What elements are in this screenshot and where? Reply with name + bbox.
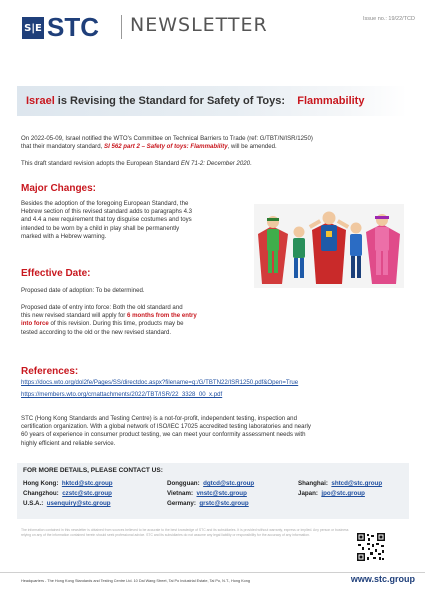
about-stc bbox=[21, 415, 413, 448]
contact-shanghai bbox=[298, 480, 382, 487]
contact-email-link[interactable]: shtcd@stc.group bbox=[331, 480, 383, 487]
article-title bbox=[26, 95, 364, 107]
force-text-2: of this revision. During this time, products may be bbox=[48, 320, 184, 328]
contact-city: Shanghai: bbox=[298, 480, 328, 487]
intro-text-end: , will be amended. bbox=[227, 143, 277, 151]
contact-usa bbox=[23, 500, 111, 507]
reference-link-wto-doc[interactable]: https://docs.wto.org/dol2fe/Pages/SS/directdoc.aspx?filename=q:/G/TBTN22/ISR1250.pdf&Open=True bbox=[21, 379, 299, 386]
intro-standard: SI 562 part 2 – Safety of toys: Flammability bbox=[104, 143, 228, 151]
footer-address: Headquarters - The Hong Kong Standards and Testing Centre Ltd. 10 Dai Wang Street, Tai Po Industrial Estate, Tai Po, N.T., Hong Kong bbox=[21, 579, 251, 583]
about-line: STC (Hong Kong Standards and Testing Centre) is a not-for-profit, independent testing, inspection and bbox=[21, 415, 297, 422]
newsletter-title: NEWSLETTER bbox=[130, 14, 268, 36]
intro-paragraph-2 bbox=[21, 160, 411, 168]
footer-divider bbox=[0, 572, 425, 573]
contact-city: Germany: bbox=[167, 500, 196, 507]
contact-email-link[interactable]: hktcd@stc.group bbox=[61, 480, 113, 487]
about-line: 60 years of experience in consumer product testing, we can meet your conformity assessment needs with bbox=[21, 431, 306, 439]
force-line-1: Proposed date of entry into force: Both the old standard and bbox=[21, 304, 183, 311]
title-country: Israel bbox=[26, 95, 55, 107]
force-period: 6 months from the entry bbox=[127, 312, 197, 320]
contact-email-link[interactable]: grstc@stc.group bbox=[199, 500, 249, 507]
effective-date-heading: Effective Date: bbox=[21, 268, 91, 279]
page-header bbox=[0, 0, 425, 48]
adoption-date: Proposed date of adoption: To be determined. bbox=[21, 287, 145, 294]
contact-city: Japan: bbox=[298, 490, 318, 497]
intro-p2-end: . bbox=[250, 160, 252, 167]
contact-email-link[interactable]: czstc@stc.group bbox=[62, 490, 112, 497]
intro-p2-standard: EN 71-2: December 2020 bbox=[180, 160, 250, 167]
major-line: intended to be worn by a child in play shall be permanently bbox=[21, 224, 180, 232]
contact-city: Changzhou: bbox=[23, 490, 59, 497]
force-line-3 bbox=[21, 320, 261, 328]
issue-number: Issue no.: 19/22/TCD bbox=[363, 16, 415, 22]
about-line: certification organization. With a global network of ISO/IEC 17025 accredited testing laboratories and nearly bbox=[21, 423, 311, 431]
contact-email-link[interactable]: jpo@stc.group bbox=[321, 490, 365, 497]
intro-p2-text: This draft standard revision adopts the European Standard bbox=[21, 160, 181, 167]
contact-title: FOR MORE DETAILS, PLEASE CONTACT US: bbox=[23, 467, 163, 474]
major-line: Hebrew section of this revised standard adds to paragraphs 4.3 bbox=[21, 208, 193, 216]
contact-japan bbox=[298, 490, 365, 497]
contact-germany bbox=[167, 500, 249, 507]
intro-line-2 bbox=[21, 143, 411, 151]
children-costumes-photo bbox=[254, 204, 404, 288]
contact-city: Vietnam: bbox=[167, 490, 194, 497]
force-text: this new revised standard will apply for bbox=[21, 312, 128, 320]
stc-logo-text: STC bbox=[47, 12, 99, 42]
contact-vietnam bbox=[167, 490, 247, 497]
disclaimer-text: The information contained in this newsletter is obtained from sources believed to be accurate to the best knowledge of STC and its subsidiaries. It is provided without warranty, express or implied. Any person or business relying on any of the information contained herein should seek professional advice. STC and its subsidiaries do not assume any legal liability or responsibility for the accuracy of any information. bbox=[21, 528, 349, 537]
contact-city: Hong Kong: bbox=[23, 480, 59, 487]
about-line: highly efficient and reliable service. bbox=[21, 439, 116, 447]
title-middle: is Revising the Standard for Safety of Toys: bbox=[54, 95, 285, 107]
qr-code-icon bbox=[356, 532, 386, 562]
intro-line-1: On 2022-05-09, Israel notified the WTO's Committee on Technical Barriers to Trade (ref: G/TBT/N/ISR/1250) bbox=[21, 135, 313, 142]
title-topic: Flammability bbox=[297, 95, 365, 107]
stc-logo-mark: S|E bbox=[22, 17, 44, 39]
contact-email-link[interactable]: dgtcd@stc.group bbox=[203, 480, 255, 487]
intro-paragraph-1 bbox=[21, 135, 411, 151]
intro-text: that their mandatory standard, bbox=[21, 143, 104, 151]
entry-into-force bbox=[21, 304, 261, 337]
header-divider bbox=[121, 15, 122, 39]
force-line-2 bbox=[21, 312, 261, 320]
major-line: Besides the adoption of the foregoing European Standard, the bbox=[21, 200, 189, 207]
contact-hong-kong bbox=[23, 480, 113, 487]
major-line: and 4.4 a new requirement that toy disguise costumes and toys bbox=[21, 216, 192, 224]
major-line: marked with a Hebrew warning. bbox=[21, 232, 107, 240]
references-heading: References: bbox=[21, 366, 79, 377]
force-period-end: into force bbox=[21, 320, 49, 328]
contact-email-link[interactable]: vnstc@stc.group bbox=[196, 490, 247, 497]
contact-dongguan bbox=[167, 480, 254, 487]
contact-city: Dongguan: bbox=[167, 480, 200, 487]
contact-email-link[interactable]: usenquiry@stc.group bbox=[46, 500, 111, 507]
children-costumes-illustration bbox=[254, 204, 404, 288]
contact-changzhou bbox=[23, 490, 112, 497]
contact-city: U.S.A.: bbox=[23, 500, 44, 507]
reference-link-wto-attachment[interactable]: https://members.wto.org/crnattachments/2022/TBT/ISR/22_3328_00_x.pdf bbox=[21, 391, 223, 398]
major-changes-heading: Major Changes: bbox=[21, 183, 97, 194]
major-changes-body bbox=[21, 200, 249, 241]
force-line-4: tested according to the old or the new revised standard. bbox=[21, 328, 172, 336]
footer-website-link[interactable]: www.stc.group bbox=[350, 574, 415, 584]
